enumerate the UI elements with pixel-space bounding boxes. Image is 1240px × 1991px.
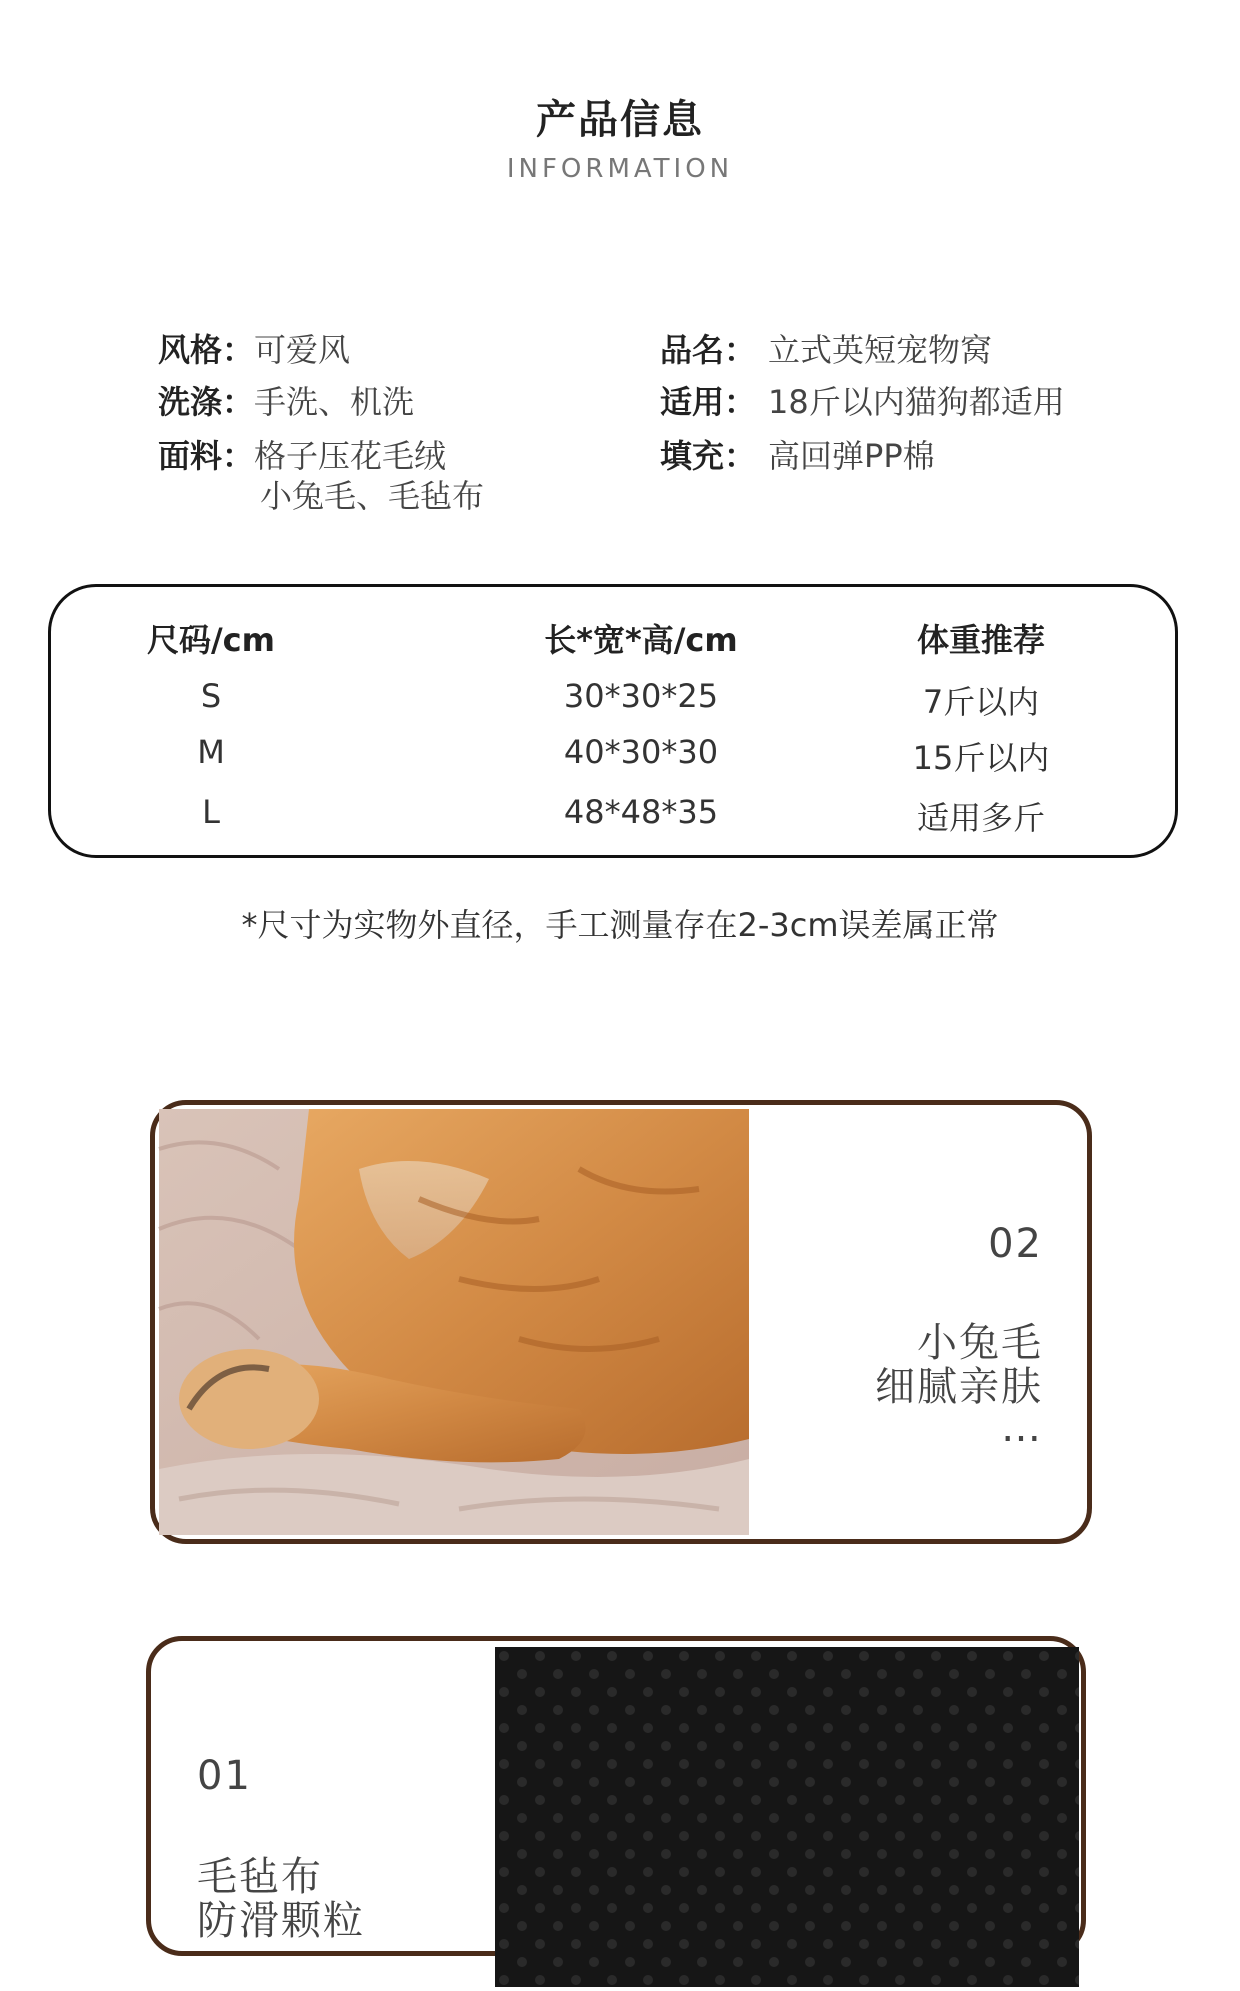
feature-02-ellipsis: … [1001, 1405, 1043, 1451]
spec-suit-value: 18斤以内猫狗都适用 [768, 383, 1065, 421]
spec-name-value: 立式英短宠物窝 [768, 331, 993, 369]
spec-wash-label: 洗涤： [158, 383, 255, 421]
spec-style-value: 可爱风 [254, 331, 351, 369]
spec-wash-value: 手洗、机洗 [254, 383, 415, 421]
spec-suit [660, 382, 1065, 422]
size-note: *尺寸为实物外直径，手工测量存在2-3cm误差属正常 [241, 906, 999, 944]
feature-01-number: 01 [197, 1753, 252, 1799]
feature-card-02 [150, 1100, 1092, 1544]
spec-fabric-line-2 [260, 476, 484, 516]
feature-02-number: 02 [988, 1221, 1043, 1267]
anti-slip-dots-illustration [495, 1647, 1079, 1987]
spec-style-label: 风格： [158, 331, 255, 369]
size-table-cell: 适用多斤 [916, 799, 1045, 837]
size-table-cell: S [200, 677, 222, 715]
spec-fabric-value-2: 小兔毛、毛毡布 [260, 477, 485, 515]
feature-card-01 [146, 1636, 1086, 1956]
section-subtitle: INFORMATION [506, 154, 734, 184]
spec-suit-label: 适用： [660, 383, 757, 421]
spec-list [0, 330, 1240, 530]
spec-fabric-value-1: 格子压花毛绒 [254, 437, 447, 475]
spec-fill-value: 高回弹PP棉 [768, 437, 935, 475]
size-table-header-weight: 体重推荐 [916, 621, 1045, 659]
feature-01-line-1: 毛毡布 [197, 1854, 323, 1900]
cat-photo [159, 1109, 749, 1535]
spec-fill [660, 436, 935, 476]
feature-01-line-2: 防滑颗粒 [197, 1898, 365, 1944]
size-table-cell: 30*30*25 [563, 677, 719, 715]
section-title: 产品信息 [536, 97, 704, 143]
cat-photo-illustration [159, 1109, 749, 1535]
size-table-header-size: 尺码/cm [146, 621, 275, 659]
size-table-cell: 40*30*30 [563, 733, 719, 771]
size-table-cell: 7斤以内 [922, 683, 1040, 721]
felt-texture-photo [495, 1647, 1079, 1987]
feature-02-line-2: 细腻亲肤 [875, 1364, 1043, 1410]
size-table-cell: L [202, 793, 220, 831]
spec-fabric [158, 436, 446, 476]
spec-fill-label: 填充： [660, 437, 757, 475]
spec-fabric-label: 面料： [158, 437, 255, 475]
size-table-cell: M [197, 733, 225, 771]
size-table-cell: 48*48*35 [563, 793, 719, 831]
spec-wash [158, 382, 414, 422]
size-table-cell: 15斤以内 [912, 739, 1050, 777]
size-table-header-dimensions: 长*宽*高/cm [544, 621, 738, 659]
feature-02-line-1: 小兔毛 [917, 1320, 1043, 1366]
spec-style [158, 330, 350, 370]
spec-name-label: 品名： [660, 331, 757, 369]
spec-name [660, 330, 992, 370]
size-table [48, 584, 1178, 858]
